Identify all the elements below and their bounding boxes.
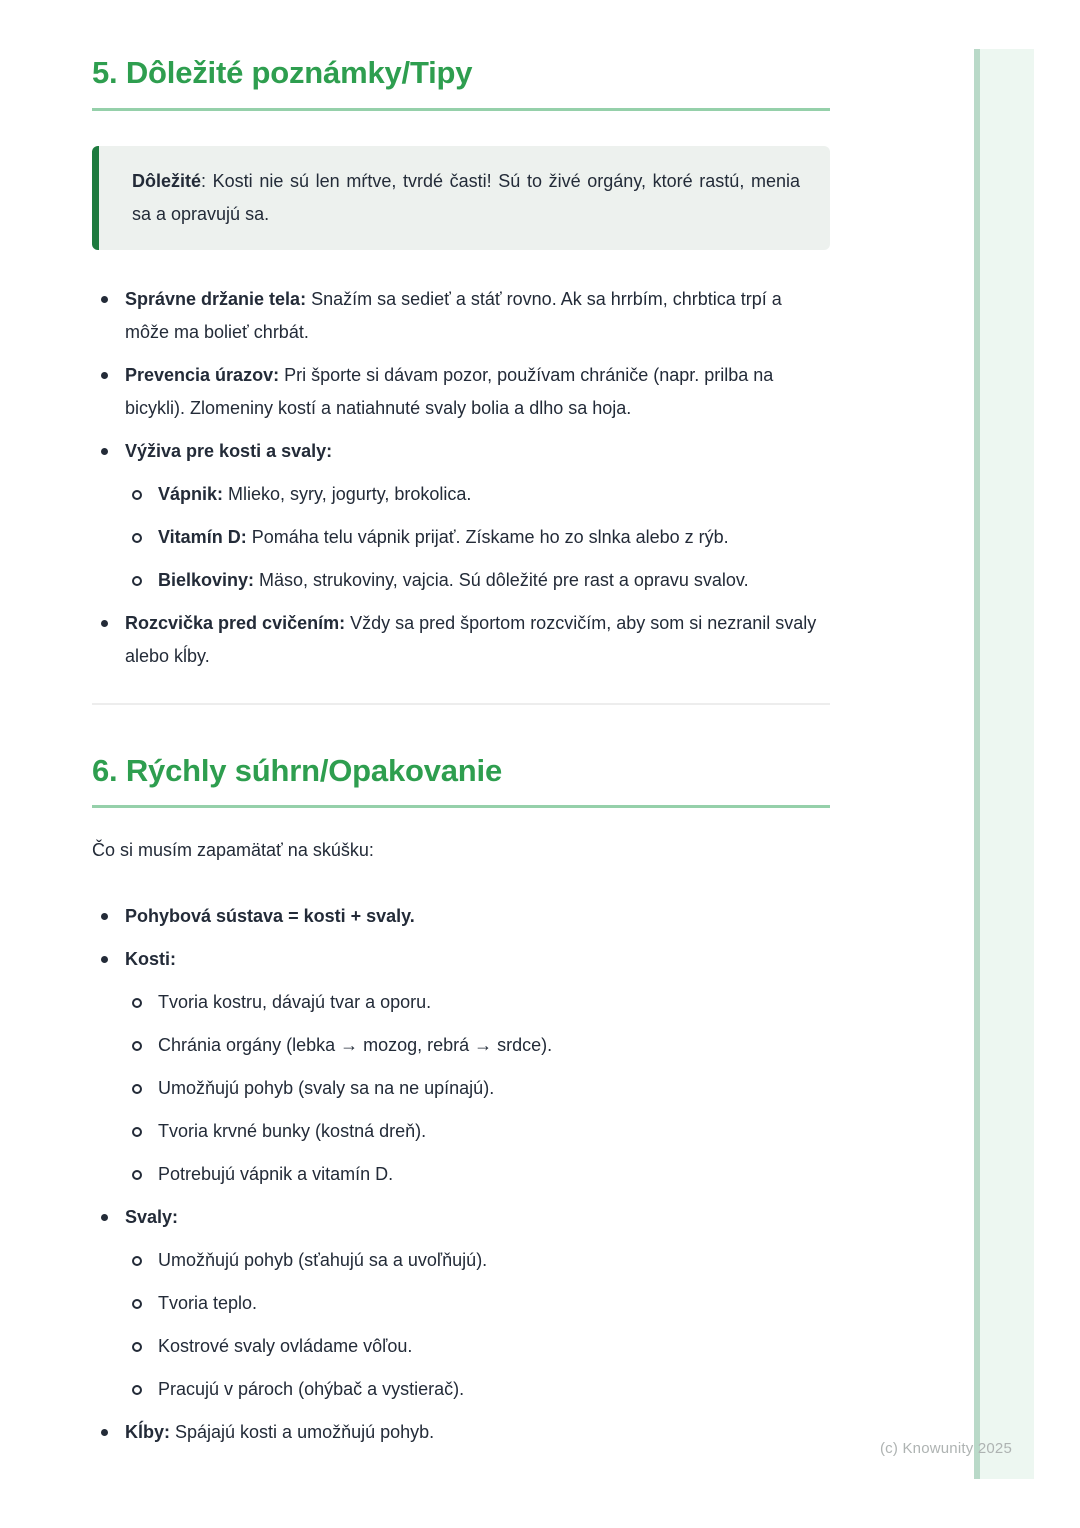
bullet-text: Mlieko, syry, jogurty, brokolica. xyxy=(223,483,472,504)
bullet-text: Mäso, strukoviny, vajcia. Sú dôležité pre rast a opravu svalov. xyxy=(254,569,749,590)
notes-list xyxy=(92,283,830,673)
bullet-text: Pri športe si dávam pozor, používam chrániče (napr. prilba na bicykli). Zlomeniny kostí a natiahnuté svaly bolia a dlho sa hoja. xyxy=(125,364,774,418)
list-item-vitamin-d xyxy=(125,521,830,554)
bullet-text: Tvoria krvné bunky (kostná dreň). xyxy=(158,1121,427,1142)
section-summary xyxy=(92,753,830,1450)
list-item-injury-prevention xyxy=(92,359,830,425)
summary-intro: Čo si musím zapamätať na skúšku: xyxy=(92,840,374,861)
list-item-calcium xyxy=(125,478,830,511)
bullet-bold: Vápnik: xyxy=(158,483,224,504)
list-item-proteins xyxy=(125,564,830,597)
list-item-warmup xyxy=(92,607,830,673)
important-callout xyxy=(92,146,830,250)
bullet-bold: Bielkoviny: xyxy=(158,569,255,590)
list-item-nutrition xyxy=(92,435,830,597)
section-divider xyxy=(92,703,830,705)
bullet-bold: Kĺby: xyxy=(125,1422,170,1443)
list-item xyxy=(125,1330,830,1363)
document-page xyxy=(92,0,830,1449)
bullet-text: Pomáha telu vápnik prijať. Získame ho zo slnka alebo z rýb. xyxy=(246,526,729,547)
bullet-text: Tvoria teplo. xyxy=(158,1293,258,1314)
list-item xyxy=(125,1158,830,1191)
list-item xyxy=(125,1244,830,1277)
bullet-text: Chránia orgány (lebka → mozog, rebrá → srdce). xyxy=(158,1035,553,1056)
bullet-bold: Svaly: xyxy=(125,1207,179,1228)
list-item-posture xyxy=(92,283,830,349)
callout-label: Dôležité xyxy=(132,170,202,191)
decorative-side-strip xyxy=(974,49,1034,1479)
section-5-title: 5. Dôležité poznámky/Tipy xyxy=(92,55,473,90)
bullet-text: Umožňujú pohyb (sťahujú sa a uvoľňujú). xyxy=(158,1250,488,1271)
list-item xyxy=(125,1115,830,1148)
section-6-title: 6. Rýchly súhrn/Opakovanie xyxy=(92,752,503,788)
bullet-bold: Prevencia úrazov: xyxy=(125,364,280,385)
bullet-bold: Správne držanie tela: xyxy=(125,288,307,309)
bullet-text: Potrebujú vápnik a vitamín D. xyxy=(158,1164,394,1185)
bullet-text: Spájajú kosti a umožňujú pohyb. xyxy=(170,1422,435,1443)
list-item-bones xyxy=(92,943,830,1191)
bullet-bold: Výživa pre kosti a svaly: xyxy=(125,440,333,461)
bullet-bold: Vitamín D: xyxy=(158,526,247,547)
list-item xyxy=(125,1373,830,1406)
section-5-title-rule xyxy=(92,108,830,111)
bullet-text: Snažím sa sedieť a stáť rovno. Ak sa hrrbím, chrbtica trpí a môže ma bolieť chrbát. xyxy=(125,288,782,342)
section-6-title-rule xyxy=(92,805,830,808)
section-important-notes xyxy=(92,55,830,673)
bullet-text: Pracujú v pároch (ohýbač a vystierač). xyxy=(158,1379,465,1400)
callout-text: : Kosti nie sú len mŕtve, tvrdé časti! Sú to živé orgány, ktoré rastú, menia sa a opravujú sa. xyxy=(132,170,800,224)
list-item xyxy=(125,1287,830,1320)
bones-sublist xyxy=(125,986,830,1191)
list-item xyxy=(125,1029,830,1062)
muscles-sublist xyxy=(125,1244,830,1406)
bullet-bold: Pohybová sústava = kosti + svaly. xyxy=(125,906,415,927)
summary-list xyxy=(92,900,830,1449)
list-item-muscles xyxy=(92,1201,830,1406)
list-item-joints xyxy=(92,1416,830,1449)
bullet-text: Umožňujú pohyb (svaly sa na ne upínajú). xyxy=(158,1078,495,1099)
bullet-text: Kostrové svaly ovládame vôľou. xyxy=(158,1336,413,1357)
list-item-musculoskeletal xyxy=(92,900,830,933)
bullet-text: Tvoria kostru, dávajú tvar a oporu. xyxy=(158,992,432,1013)
list-item xyxy=(125,1072,830,1105)
bullet-bold: Kosti: xyxy=(125,949,176,970)
watermark: (c) Knowunity 2025 xyxy=(879,1440,1012,1457)
bullet-text: Vždy sa pred športom rozcvičím, aby som si nezranil svaly alebo kĺby. xyxy=(125,612,817,666)
bullet-bold: Rozcvička pred cvičením: xyxy=(125,612,346,633)
nutrition-sublist xyxy=(125,478,830,597)
list-item xyxy=(125,986,830,1019)
